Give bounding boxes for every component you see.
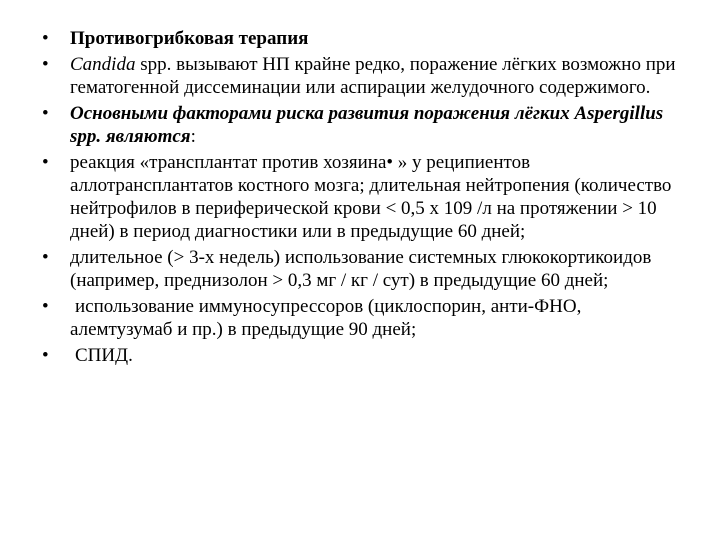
bullet-icon: •: [42, 247, 49, 268]
list-item: [42, 102, 687, 148]
bullet-icon: •: [42, 54, 49, 75]
item-text: :: [190, 126, 196, 147]
bullet-icon: •: [42, 103, 49, 124]
item-text: spp. вызывают НП крайне редко, поражение лёгких возможно при гематогенной диссеминации или аспирации желудочного содержимого.: [70, 54, 676, 98]
bullet-list: [42, 27, 687, 370]
bullet-icon: •: [42, 152, 49, 173]
item-text: реакция «трансплантат против хозяина• » у реципиентов аллотрансплантатов костного мозга; длительная нейтропения (количество нейтрофилов в периферической крови < 0,5 х 109 /л на протяжении > 10 дней) в период диагностики или в предыдущие 60 дней;: [70, 152, 672, 242]
section-heading: Противогрибковая терапия: [70, 28, 309, 49]
item-text: длительное (> 3-х недель) использование системных глюкокортикоидов (например, преднизолон > 0,3 мг / кг / сут) в предыдущие 60 дней;: [70, 247, 652, 291]
bullet-icon: •: [42, 296, 49, 317]
bullet-icon: •: [42, 345, 49, 366]
list-item: [42, 344, 687, 367]
risk-factors-heading: Основными факторами риска развития поражения лёгких Aspergillus spp. являются: [70, 103, 664, 147]
item-text: использование иммуносупрессоров (циклоспорин, анти-ФНО, алемтузумаб и пр.) в предыдущие 90 дней;: [70, 296, 582, 340]
list-item: [42, 151, 687, 243]
bullet-icon: •: [42, 28, 49, 49]
item-text: СПИД.: [75, 345, 133, 366]
list-item: [42, 246, 687, 292]
pathogen-name: Candida: [70, 54, 136, 75]
list-item: [42, 295, 687, 341]
list-item: [42, 53, 687, 99]
list-item: [42, 27, 687, 50]
